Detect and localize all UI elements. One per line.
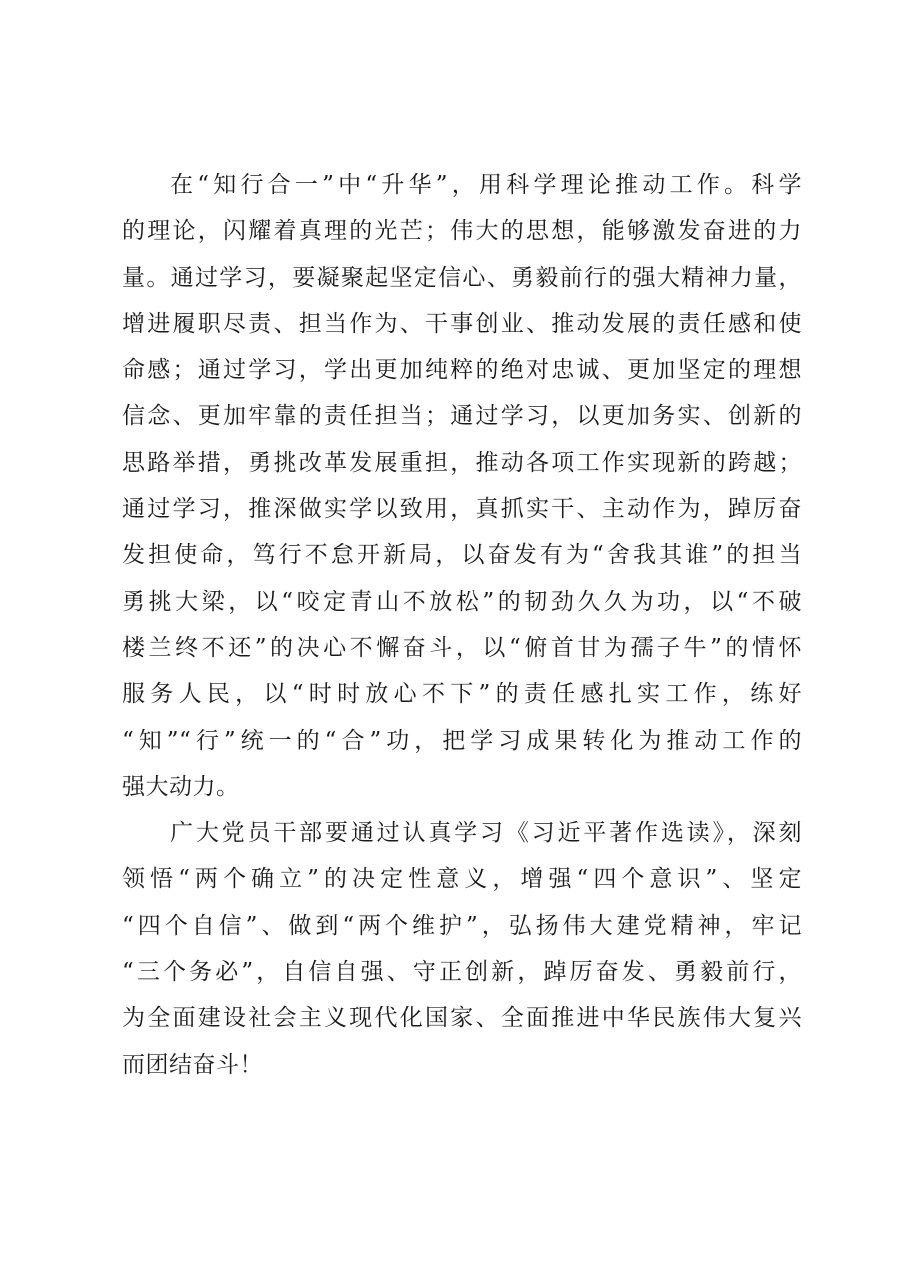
text-line: 的理论，闪耀着真理的光芒；伟大的思想，能够激发奋进的力 <box>122 218 802 245</box>
text-line: 发担使命，笃行不怠开新局，以奋发有为“舍我其谁”的担当 <box>122 542 802 569</box>
text-line: 量。通过学习，要凝聚起坚定信心、勇毅前行的强大精神力量， <box>122 264 802 291</box>
text-line: 信念、更加牢靠的责任担当；通过学习，以更加务实、创新的 <box>122 403 802 430</box>
text-line: 勇挑大梁，以“咬定青山不放松”的韧劲久久为功，以“不破 <box>122 588 802 615</box>
text-line: 在“知行合一”中“升华”，用科学理论推动工作。科学 <box>170 172 802 198</box>
paragraph-2 <box>122 810 802 1088</box>
text-line: “四个自信”、做到“两个维护”，弘扬伟大建党精神，牢记 <box>122 912 802 939</box>
text-line: 楼兰终不还”的决心不懈奋斗，以“俯首甘为孺子牛”的情怀 <box>122 634 802 661</box>
text-line: 为全面建设社会主义现代化国家、全面推进中华民族伟大复兴 <box>122 1005 802 1032</box>
text-line: “三个务必”，自信自强、守正创新，踔厉奋发、勇毅前行， <box>122 959 802 986</box>
document-body <box>122 162 802 1088</box>
text-line: 命感；通过学习，学出更加纯粹的绝对忠诚、更加坚定的理想 <box>122 357 802 384</box>
text-line: 广大党员干部要通过认真学习《习近平著作选读》，深刻 <box>170 820 802 847</box>
text-line: 而团结奋斗！ <box>122 1051 263 1078</box>
text-line: 领悟“两个确立”的决定性意义，增强“四个意识”、坚定 <box>122 866 802 893</box>
text-line: 思路举措，勇挑改革发展重担，推动各项工作实现新的跨越； <box>122 449 802 476</box>
text-line: 通过学习，推深做实学以致用，真抓实干、主动作为，踔厉奋 <box>122 496 802 523</box>
text-line: 强大动力。 <box>122 773 240 800</box>
text-line: 服务人民，以“时时放心不下”的责任感扎实工作，练好 <box>122 681 802 708</box>
paragraph-1 <box>122 162 802 810</box>
text-line: “知”“行”统一的“合”功，把学习成果转化为推动工作的 <box>122 727 802 754</box>
text-line: 增进履职尽责、担当作为、干事创业、推动发展的责任感和使 <box>122 310 802 337</box>
